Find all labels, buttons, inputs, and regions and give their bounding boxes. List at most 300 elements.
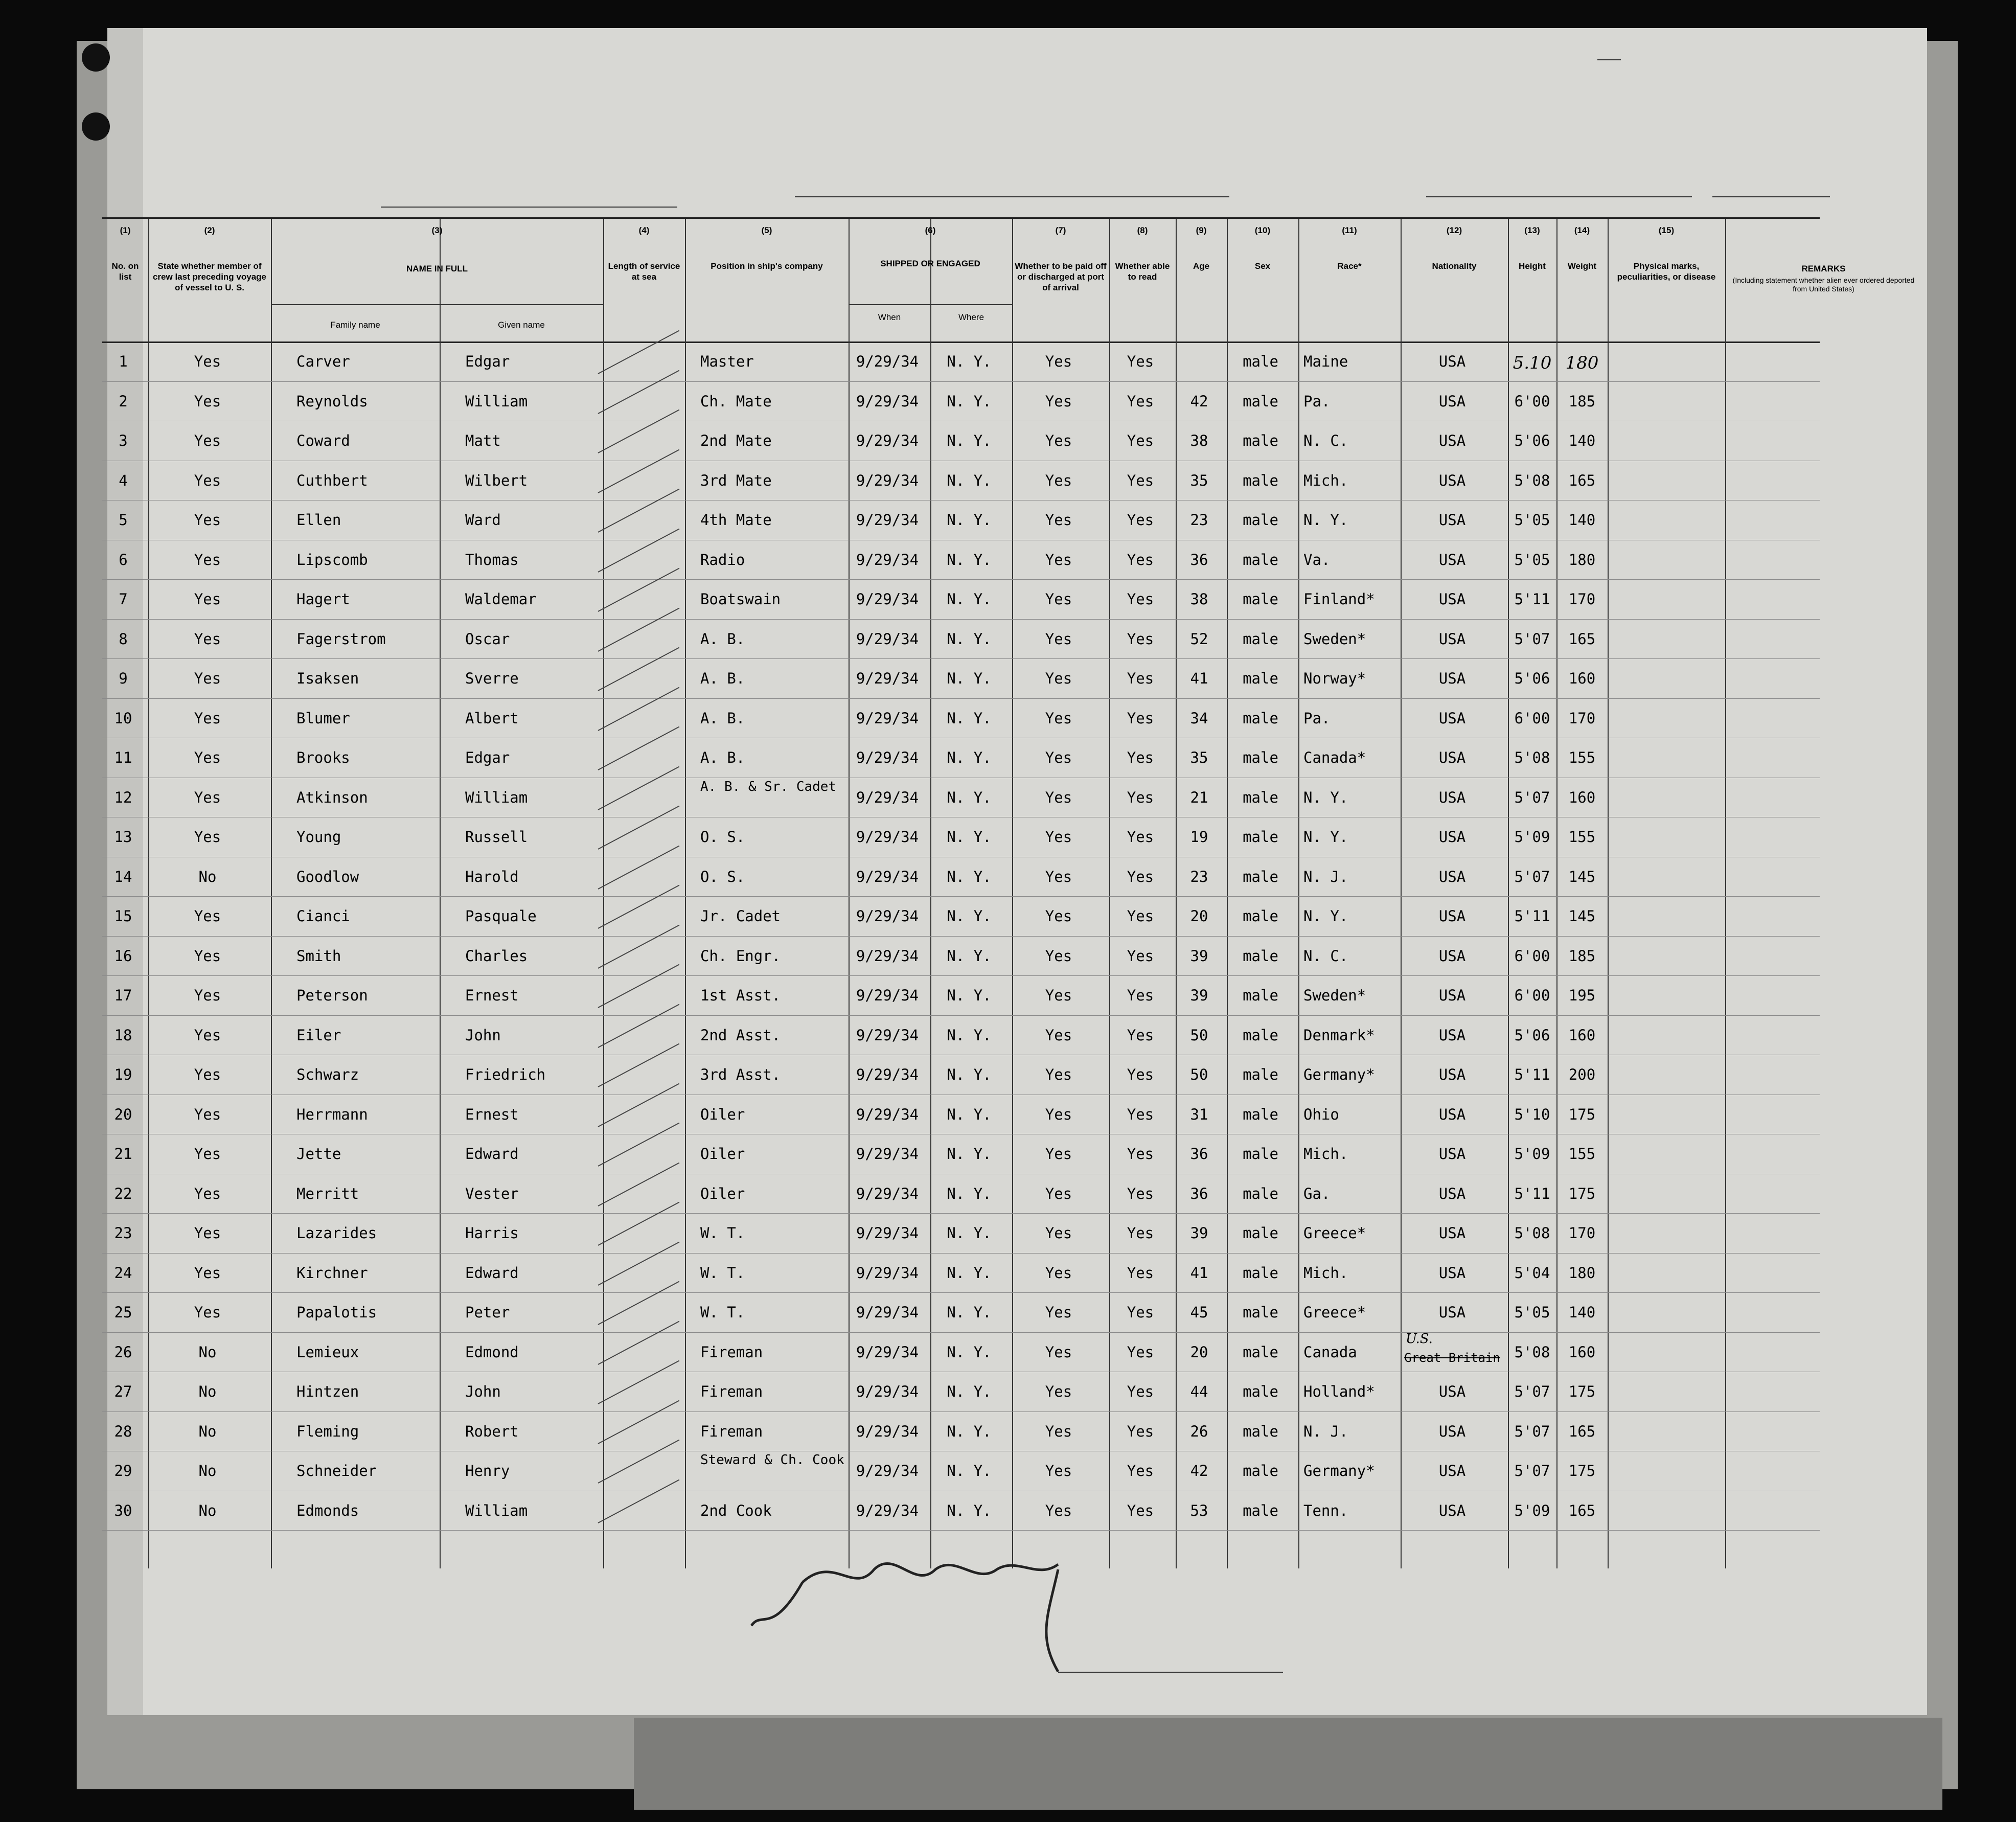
- cell-when: 9/29/34: [856, 392, 919, 410]
- cell-read: Yes: [1127, 630, 1154, 648]
- col-able-read-number: (8): [1137, 225, 1148, 235]
- cell-family: Fleming: [296, 1422, 359, 1440]
- col-able-read-label: Whether able to read: [1115, 261, 1170, 282]
- cell-pos: A. B.: [700, 749, 745, 766]
- cell-when: 9/29/34: [856, 353, 919, 370]
- cell-n: 16: [114, 947, 132, 965]
- cell-family: Papalotis: [296, 1304, 377, 1321]
- cell-prev: Yes: [194, 749, 221, 766]
- cell-where: N. Y.: [947, 471, 992, 489]
- col-previous-voyage-number: (2): [204, 225, 215, 235]
- cell-height: 5'07: [1514, 868, 1550, 885]
- cell-given: Harris: [465, 1224, 519, 1242]
- cell-age: 36: [1190, 551, 1208, 568]
- cell-weight: 140: [1568, 432, 1596, 449]
- cell-paid: Yes: [1045, 788, 1072, 806]
- cell-paid: Yes: [1045, 432, 1072, 449]
- cell-pos: Radio: [700, 551, 745, 568]
- cell-weight: 170: [1568, 1224, 1596, 1242]
- cell-given: William: [465, 392, 528, 410]
- cell-age: 50: [1190, 1026, 1208, 1044]
- cell-prev: No: [198, 1383, 217, 1400]
- cell-when: 9/29/34: [856, 1185, 919, 1202]
- col-position-label: Position in ship's company: [711, 261, 823, 271]
- cell-given: William: [465, 788, 528, 806]
- cell-given: Oscar: [465, 630, 510, 648]
- cell-height: 6'00: [1514, 392, 1550, 410]
- cell-nat: USA: [1438, 432, 1466, 449]
- cell-prev: Yes: [194, 1185, 221, 1202]
- cell-n: 29: [114, 1462, 132, 1479]
- cell-prev: Yes: [194, 670, 221, 687]
- cell-family: Schwarz: [296, 1066, 359, 1083]
- cell-age: 50: [1190, 1066, 1208, 1083]
- cell-race: Denmark*: [1303, 1026, 1375, 1044]
- cell-sex: male: [1243, 392, 1278, 410]
- cell-age: 52: [1190, 630, 1208, 648]
- cell-paid: Yes: [1045, 1264, 1072, 1282]
- cell-sex: male: [1243, 1105, 1278, 1123]
- cell-family: Coward: [296, 432, 350, 449]
- cell-read: Yes: [1127, 1383, 1154, 1400]
- cell-where: N. Y.: [947, 1264, 992, 1282]
- binder-hole-second: [82, 112, 110, 141]
- cell-given: Robert: [465, 1422, 519, 1440]
- departure-date: [1712, 196, 1830, 197]
- column-divider: [271, 219, 272, 1568]
- cell-sex: male: [1243, 1501, 1278, 1519]
- cell-sex: male: [1243, 1066, 1278, 1083]
- cell-race: N. Y.: [1303, 907, 1348, 925]
- cell-prev: Yes: [194, 1066, 221, 1083]
- cell-height: 5'05: [1514, 551, 1550, 568]
- cell-when: 9/29/34: [856, 432, 919, 449]
- cell-nat: USA: [1438, 907, 1466, 925]
- cell-read: Yes: [1127, 1224, 1154, 1242]
- cell-nat: USA: [1438, 1185, 1466, 1202]
- cell-height: 5'05: [1514, 1304, 1550, 1321]
- col-age-label: Age: [1193, 261, 1210, 271]
- cell-when: 9/29/34: [856, 1343, 919, 1361]
- cell-given: Harold: [465, 868, 519, 885]
- cell-height: 5'06: [1514, 432, 1550, 449]
- cell-age: 39: [1190, 987, 1208, 1004]
- inspector-signature: [741, 1534, 1109, 1677]
- cell-paid: Yes: [1045, 1105, 1072, 1123]
- cell-given: Pasquale: [465, 907, 537, 925]
- cell-nat: USA: [1438, 630, 1466, 648]
- cell-sex: male: [1243, 590, 1278, 608]
- cell-n: 21: [114, 1145, 132, 1163]
- cell-prev: Yes: [194, 1145, 221, 1163]
- cell-nat: USA: [1438, 947, 1466, 965]
- cell-family: Brooks: [296, 749, 350, 766]
- cell-age: 26: [1190, 1422, 1208, 1440]
- cell-paid: Yes: [1045, 907, 1072, 925]
- cell-prev: Yes: [194, 947, 221, 965]
- cell-height: 5'11: [1514, 590, 1550, 608]
- cell-family: Schneider: [296, 1462, 377, 1479]
- cell-when: 9/29/34: [856, 828, 919, 846]
- column-divider: [1608, 219, 1609, 1568]
- cell-given: John: [465, 1383, 501, 1400]
- cell-nat: USA: [1438, 1264, 1466, 1282]
- cell-when: 9/29/34: [856, 1501, 919, 1519]
- cell-paid: Yes: [1045, 590, 1072, 608]
- col-age-number: (9): [1196, 225, 1207, 235]
- cell-paid: Yes: [1045, 630, 1072, 648]
- col-physical-marks-number: (15): [1658, 225, 1675, 235]
- cell-n: 17: [114, 987, 132, 1004]
- cell-n: 12: [114, 788, 132, 806]
- cell-family: Goodlow: [296, 868, 359, 885]
- cell-when: 9/29/34: [856, 868, 919, 885]
- col-race-number: (11): [1342, 225, 1357, 235]
- cell-pos: 2nd Cook: [700, 1501, 772, 1519]
- cell-sex: male: [1243, 749, 1278, 766]
- cell-weight: 165: [1568, 1422, 1596, 1440]
- cell-pos: A. B.: [700, 670, 745, 687]
- col-length-service-label: Length of service at sea: [608, 261, 680, 282]
- cell-read: Yes: [1127, 709, 1154, 727]
- cell-given: Friedrich: [465, 1066, 546, 1083]
- cell-family: Lipscomb: [296, 551, 368, 568]
- cell-read: Yes: [1127, 1185, 1154, 1202]
- cell-sex: male: [1243, 1304, 1278, 1321]
- cell-n: 25: [114, 1304, 132, 1321]
- col-family-name-label: Family name: [330, 320, 380, 330]
- cell-height: 5'04: [1514, 1264, 1550, 1282]
- cell-read: Yes: [1127, 1422, 1154, 1440]
- cell-paid: Yes: [1045, 749, 1072, 766]
- cell-when: 9/29/34: [856, 1383, 919, 1400]
- cell-race: Canada: [1303, 1343, 1357, 1361]
- column-divider: [849, 219, 850, 1568]
- column-divider: [930, 219, 931, 1568]
- row-rule: [102, 658, 1820, 659]
- cell-given: Edgar: [465, 749, 510, 766]
- cell-prev: Yes: [194, 1304, 221, 1321]
- cell-read: Yes: [1127, 1264, 1154, 1282]
- cell-where: N. Y.: [947, 1224, 992, 1242]
- cell-where: N. Y.: [947, 828, 992, 846]
- cell-family: Jette: [296, 1145, 341, 1163]
- cell-given: Waldemar: [465, 590, 537, 608]
- cell-when: 9/29/34: [856, 511, 919, 529]
- cell-read: Yes: [1127, 670, 1154, 687]
- cell-race: Maine: [1303, 353, 1348, 370]
- cell-read: Yes: [1127, 987, 1154, 1004]
- cell-race: Ohio: [1303, 1105, 1339, 1123]
- cell-given: Wilbert: [465, 471, 528, 489]
- cell-read: Yes: [1127, 1501, 1154, 1519]
- cell-pos: 2nd Asst.: [700, 1026, 781, 1044]
- cell-race: N. C.: [1303, 432, 1348, 449]
- cell-nat: USA: [1438, 1066, 1466, 1083]
- cell-where: N. Y.: [947, 788, 992, 806]
- cell-paid: Yes: [1045, 471, 1072, 489]
- cell-read: Yes: [1127, 868, 1154, 885]
- row-rule: [102, 579, 1820, 580]
- cell-nat: USA: [1438, 551, 1466, 568]
- cell-sex: male: [1243, 670, 1278, 687]
- col-previous-voyage-label: State whether member of crew last preceding voyage of vessel to U. S.: [152, 261, 267, 292]
- cell-weight: 175: [1568, 1105, 1596, 1123]
- cell-height: 5'09: [1514, 1501, 1550, 1519]
- cell-n: 14: [114, 868, 132, 885]
- cell-age: 42: [1190, 392, 1208, 410]
- cell-family: Blumer: [296, 709, 350, 727]
- cell-n: 26: [114, 1343, 132, 1361]
- cell-age: 34: [1190, 709, 1208, 727]
- cell-race: Ga.: [1303, 1185, 1331, 1202]
- cell-pos: Oiler: [700, 1185, 745, 1202]
- cell-read: Yes: [1127, 590, 1154, 608]
- cell-nat: USA: [1438, 868, 1466, 885]
- cell-prev: Yes: [194, 1105, 221, 1123]
- cell-sex: male: [1243, 1462, 1278, 1479]
- cell-race: Greece*: [1303, 1224, 1366, 1242]
- cell-read: Yes: [1127, 551, 1154, 568]
- cell-family: Ellen: [296, 511, 341, 529]
- cell-given: Edward: [465, 1145, 519, 1163]
- column-divider: [1725, 219, 1726, 1568]
- cell-nat: USA: [1438, 471, 1466, 489]
- cell-sex: male: [1243, 828, 1278, 846]
- col-given-name-label: Given name: [498, 320, 545, 330]
- cell-prev: Yes: [194, 471, 221, 489]
- cell-sex: male: [1243, 1185, 1278, 1202]
- cell-n: 22: [114, 1185, 132, 1202]
- col-nationality-number: (12): [1446, 225, 1462, 235]
- cell-where: N. Y.: [947, 432, 992, 449]
- cell-prev: Yes: [194, 551, 221, 568]
- cell-nat: USA: [1438, 1304, 1466, 1321]
- column-divider: [1556, 219, 1557, 1568]
- cell-race: Mich.: [1303, 1145, 1348, 1163]
- cell-given: Matt: [465, 432, 501, 449]
- cell-read: Yes: [1127, 471, 1154, 489]
- cell-when: 9/29/34: [856, 1264, 919, 1282]
- cell-read: Yes: [1127, 828, 1154, 846]
- cell-family: Carver: [296, 353, 350, 370]
- cell-nat: USA: [1438, 1462, 1466, 1479]
- cell-weight: 180: [1565, 353, 1599, 373]
- cell-sex: male: [1243, 432, 1278, 449]
- cell-height: 5'07: [1514, 630, 1550, 648]
- group-header-divider: [271, 304, 603, 305]
- cell-sex: male: [1243, 1343, 1278, 1361]
- cell-prev: Yes: [194, 709, 221, 727]
- cell-read: Yes: [1127, 1105, 1154, 1123]
- cell-sex: male: [1243, 1224, 1278, 1242]
- cell-where: N. Y.: [947, 907, 992, 925]
- cell-weight: 165: [1568, 1501, 1596, 1519]
- cell-age: 41: [1190, 1264, 1208, 1282]
- cell-paid: Yes: [1045, 392, 1072, 410]
- cell-n: 1: [119, 353, 128, 370]
- cell-paid: Yes: [1045, 1185, 1072, 1202]
- signature-stroke: [751, 1563, 1058, 1672]
- col-no-label: No. on list: [111, 261, 139, 282]
- cell-sex: male: [1243, 868, 1278, 885]
- cell-nat: USA: [1438, 1145, 1466, 1163]
- cell-sex: male: [1243, 551, 1278, 568]
- cell-weight: 155: [1568, 749, 1596, 766]
- cell-where: N. Y.: [947, 709, 992, 727]
- cell-pos: 3rd Mate: [700, 471, 772, 489]
- row-rule: [102, 698, 1820, 699]
- cell-pos: W. T.: [700, 1224, 745, 1242]
- cell-pos: Steward & Ch. Cook: [700, 1452, 844, 1468]
- row-rule: [102, 1292, 1820, 1293]
- cell-age: 53: [1190, 1501, 1208, 1519]
- cell-given: Thomas: [465, 551, 519, 568]
- cell-family: Edmonds: [296, 1501, 359, 1519]
- cell-height: 6'00: [1514, 947, 1550, 965]
- cell-height: 5'08: [1514, 1343, 1550, 1361]
- cell-read: Yes: [1127, 1304, 1154, 1321]
- cell-family: Lemieux: [296, 1343, 359, 1361]
- cell-family: Cianci: [296, 907, 350, 925]
- col-name-number: (3): [431, 225, 443, 235]
- row-rule: [102, 1411, 1820, 1412]
- col-length-service-number: (4): [638, 225, 650, 235]
- cell-pos: Fireman: [700, 1343, 763, 1361]
- cell-weight: 185: [1568, 392, 1596, 410]
- header-separator: [102, 341, 1820, 343]
- sheet-number-value: [1597, 43, 1621, 60]
- cell-pos: O. S.: [700, 828, 745, 846]
- cell-age: 39: [1190, 1224, 1208, 1242]
- cell-weight: 160: [1568, 1343, 1596, 1361]
- cell-family: Lazarides: [296, 1224, 377, 1242]
- cell-given: Ernest: [465, 1105, 519, 1123]
- cell-height: 5'09: [1514, 1145, 1550, 1163]
- col-paid-off-number: (7): [1055, 225, 1066, 235]
- cell-sex: male: [1243, 1422, 1278, 1440]
- cell-n: 6: [119, 551, 128, 568]
- arriving-port: [795, 196, 1229, 197]
- cell-race: Pa.: [1303, 392, 1331, 410]
- cell-sex: male: [1243, 788, 1278, 806]
- cell-race: Tenn.: [1303, 1501, 1348, 1519]
- row-rule: [102, 1332, 1820, 1333]
- cell-given: Edgar: [465, 353, 510, 370]
- cell-weight: 175: [1568, 1462, 1596, 1479]
- vessel-name: [381, 207, 677, 208]
- cell-height: 5'11: [1514, 1066, 1550, 1083]
- cell-paid: Yes: [1045, 828, 1072, 846]
- cell-when: 9/29/34: [856, 1422, 919, 1440]
- cell-height: 5'08: [1514, 749, 1550, 766]
- col-shipped-number: (6): [925, 225, 936, 235]
- cell-prev: Yes: [194, 630, 221, 648]
- cell-where: N. Y.: [947, 670, 992, 687]
- cell-pos: Jr. Cadet: [700, 907, 781, 925]
- cell-read: Yes: [1127, 749, 1154, 766]
- cell-sex: male: [1243, 511, 1278, 529]
- cell-when: 9/29/34: [856, 749, 919, 766]
- cell-read: Yes: [1127, 392, 1154, 410]
- cell-pos: Master: [700, 353, 754, 370]
- cell-age: 35: [1190, 471, 1208, 489]
- cell-given: Edmond: [465, 1343, 519, 1361]
- cell-when: 9/29/34: [856, 630, 919, 648]
- cell-race: Pa.: [1303, 709, 1331, 727]
- row-rule: [102, 936, 1820, 937]
- cell-nat: Great Britain: [1404, 1350, 1500, 1365]
- cell-paid: Yes: [1045, 1066, 1072, 1083]
- cell-where: N. Y.: [947, 749, 992, 766]
- cell-height: 5'09: [1514, 828, 1550, 846]
- cell-paid: Yes: [1045, 1462, 1072, 1479]
- col-position-number: (5): [761, 225, 772, 235]
- cell-where: N. Y.: [947, 1462, 992, 1479]
- cell-age: 19: [1190, 828, 1208, 846]
- cell-pos: 4th Mate: [700, 511, 772, 529]
- cell-where: N. Y.: [947, 1105, 992, 1123]
- cell-read: Yes: [1127, 788, 1154, 806]
- cell-weight: 195: [1568, 987, 1596, 1004]
- cell-race: Canada*: [1303, 749, 1366, 766]
- departure-port: [1426, 196, 1692, 197]
- row-rule: [102, 1530, 1820, 1531]
- cell-weight: 180: [1568, 1264, 1596, 1282]
- cell-where: N. Y.: [947, 1026, 992, 1044]
- cell-where: N. Y.: [947, 630, 992, 648]
- cell-given: Ward: [465, 511, 501, 529]
- cell-prev: No: [198, 1343, 217, 1361]
- cell-family: Merritt: [296, 1185, 359, 1202]
- cell-height: 5'11: [1514, 1185, 1550, 1202]
- cell-given: William: [465, 1501, 528, 1519]
- cell-family: Kirchner: [296, 1264, 368, 1282]
- col-no-number: (1): [120, 225, 131, 235]
- col-sex-label: Sex: [1254, 261, 1271, 271]
- cell-race: N. C.: [1303, 947, 1348, 965]
- cell-sex: male: [1243, 709, 1278, 727]
- row-rule: [102, 1015, 1820, 1016]
- cell-prev: Yes: [194, 1264, 221, 1282]
- cell-age: 41: [1190, 670, 1208, 687]
- cell-height: 6'00: [1514, 709, 1550, 727]
- cell-height: 5'05: [1514, 511, 1550, 529]
- cell-age: 44: [1190, 1383, 1208, 1400]
- cell-race: Greece*: [1303, 1304, 1366, 1321]
- cell-sex: male: [1243, 947, 1278, 965]
- cell-when: 9/29/34: [856, 987, 919, 1004]
- cell-where: N. Y.: [947, 392, 992, 410]
- cell-age: 31: [1190, 1105, 1208, 1123]
- cell-height: 5'08: [1514, 1224, 1550, 1242]
- row-rule: [102, 619, 1820, 620]
- column-divider: [1109, 219, 1110, 1568]
- cell-paid: Yes: [1045, 1304, 1072, 1321]
- cell-family: Cuthbert: [296, 471, 368, 489]
- cell-age: 36: [1190, 1185, 1208, 1202]
- cell-where: N. Y.: [947, 868, 992, 885]
- cell-pos: O. S.: [700, 868, 745, 885]
- cell-given: Henry: [465, 1462, 510, 1479]
- cell-age: 39: [1190, 947, 1208, 965]
- cell-nat: USA: [1438, 1026, 1466, 1044]
- cell-paid: Yes: [1045, 947, 1072, 965]
- cell-read: Yes: [1127, 1026, 1154, 1044]
- col-weight-number: (14): [1574, 225, 1590, 235]
- cell-when: 9/29/34: [856, 551, 919, 568]
- cell-nat: USA: [1438, 1501, 1466, 1519]
